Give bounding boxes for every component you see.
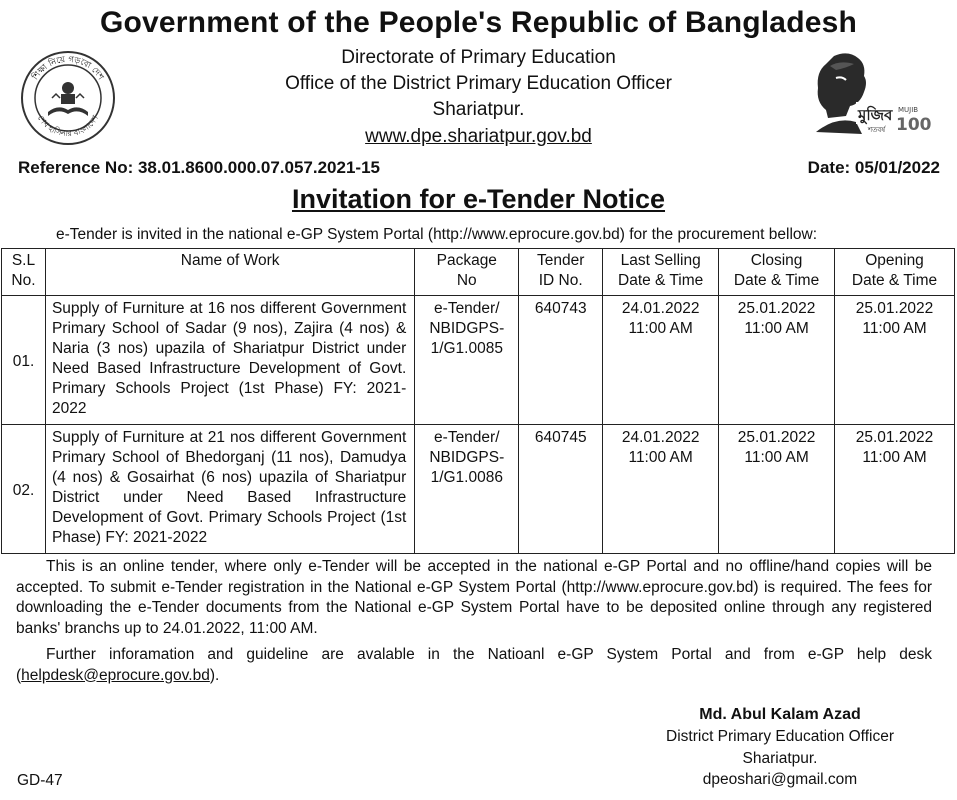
row-work: Supply of Furniture at 16 nos different Government Primary School of Sadar (9 nos), Zajira (4 nos) & Naria (3 nos) upazila of Shariatpur District under Need Based Infrastructure Development of Govt. Primary Schools Project (1st Phase) FY: 2021-2022: [45, 296, 414, 425]
mujib-latin: MUJIB: [898, 106, 919, 114]
tender-table: [1, 248, 955, 554]
office-name: Office of the District Primary Education Officer: [285, 73, 672, 94]
signer-email[interactable]: dpeoshari@gmail.com: [702, 771, 858, 788]
row-closing: 25.01.2022 11:00 AM: [719, 425, 835, 554]
row-tender-id: 640743: [519, 296, 603, 425]
signer-name: Md. Abul Kalam Azad: [699, 706, 861, 723]
shotoborsho-script: শতবর্ষ: [868, 126, 886, 134]
notice-title: Invitation for e-Tender Notice: [291, 184, 666, 214]
intro-text: e-Tender is invited in the national e-GP System Portal (http://www.eprocure.gov.bd) for the procurement bellow:: [56, 226, 818, 243]
row-opening: 25.01.2022 11:00 AM: [835, 425, 955, 554]
row-closing: 25.01.2022 11:00 AM: [719, 296, 835, 425]
row-work: Supply of Furniture at 21 nos different Government Primary School of Bhedorganj (11 nos), Damudya (4 nos) & Gosairhat (6 nos) upazila of Shariatpur District under Need Based Infrastructure Development of Govt. Primary Schools Project (1st Phase) FY: 2021-2022: [45, 425, 414, 554]
helpdesk-paragraph: Further inforamation and guideline are avalable in the Natioanl e-GP System Portal and from e-GP help desk (helpdesk@eprocure.gov.bd).: [16, 646, 932, 684]
row-package: e-Tender/ NBIDGPS- 1/G1.0086: [415, 425, 519, 554]
table-row: [2, 296, 955, 425]
header-opening: Opening Date & Time: [835, 249, 955, 296]
website-link[interactable]: www.dpe.shariatpur.gov.bd: [365, 126, 592, 147]
table-row: [2, 425, 955, 554]
row-sl: 01.: [2, 296, 46, 425]
government-title: Government of the People's Republic of Bangladesh: [99, 6, 858, 39]
row-sl: 02.: [2, 425, 46, 554]
footer-code: GD-47: [17, 772, 63, 789]
row-last-selling: 24.01.2022 11:00 AM: [603, 425, 719, 554]
district-name: Shariatpur.: [432, 99, 525, 120]
tender-instructions-paragraph: This is an online tender, where only e-Tender will be accepted in the national e-GP Portal and no offline/hand copies will be accepted. To submit e-Tender registration in the National e-GP System Portal (http://www.eprocure.gov.bd) is required. The fees for downloading the e-Tender documents from the National e-GP System Portal have to be deposited online through any registered banks' branchs up to 24.01.2022, 11:00 AM.: [16, 558, 932, 637]
education-emblem-logo: [20, 50, 116, 146]
header-package: Package No: [415, 249, 519, 296]
signer-location: Shariatpur.: [742, 750, 818, 767]
directorate-name: Directorate of Primary Education: [341, 47, 616, 68]
emblem-top-text: শিক্ষা নিয়ে গড়বো দেশ: [30, 54, 106, 83]
emblem-bottom-text: শেখ হাসিনার বাংলাদেশ: [35, 113, 101, 139]
mujib-script: মুজিব: [858, 106, 893, 124]
year-100: 100: [896, 115, 932, 135]
helpdesk-email-link[interactable]: helpdesk@eprocure.gov.bd: [21, 666, 210, 684]
header-work: Name of Work: [45, 249, 414, 296]
svg-text:শেখ হাসিনার বাংলাদেশ: [36, 114, 100, 139]
header-closing: Closing Date & Time: [719, 249, 835, 296]
row-tender-id: 640745: [519, 425, 603, 554]
reference-number: Reference No: 38.01.8600.000.07.057.2021-15: [18, 158, 380, 177]
signer-designation: District Primary Education Officer: [666, 728, 894, 745]
row-last-selling: 24.01.2022 11:00 AM: [603, 296, 719, 425]
mujib-100-logo: [806, 52, 932, 136]
row-package: e-Tender/ NBIDGPS- 1/G1.0085: [415, 296, 519, 425]
row-opening: 25.01.2022 11:00 AM: [835, 296, 955, 425]
header-sl: S.L No.: [2, 249, 46, 296]
notice-date: Date: 05/01/2022: [807, 158, 940, 177]
header-tender-id: Tender ID No.: [519, 249, 603, 296]
table-header-row: [2, 249, 955, 296]
header-last-selling: Last Selling Date & Time: [603, 249, 719, 296]
